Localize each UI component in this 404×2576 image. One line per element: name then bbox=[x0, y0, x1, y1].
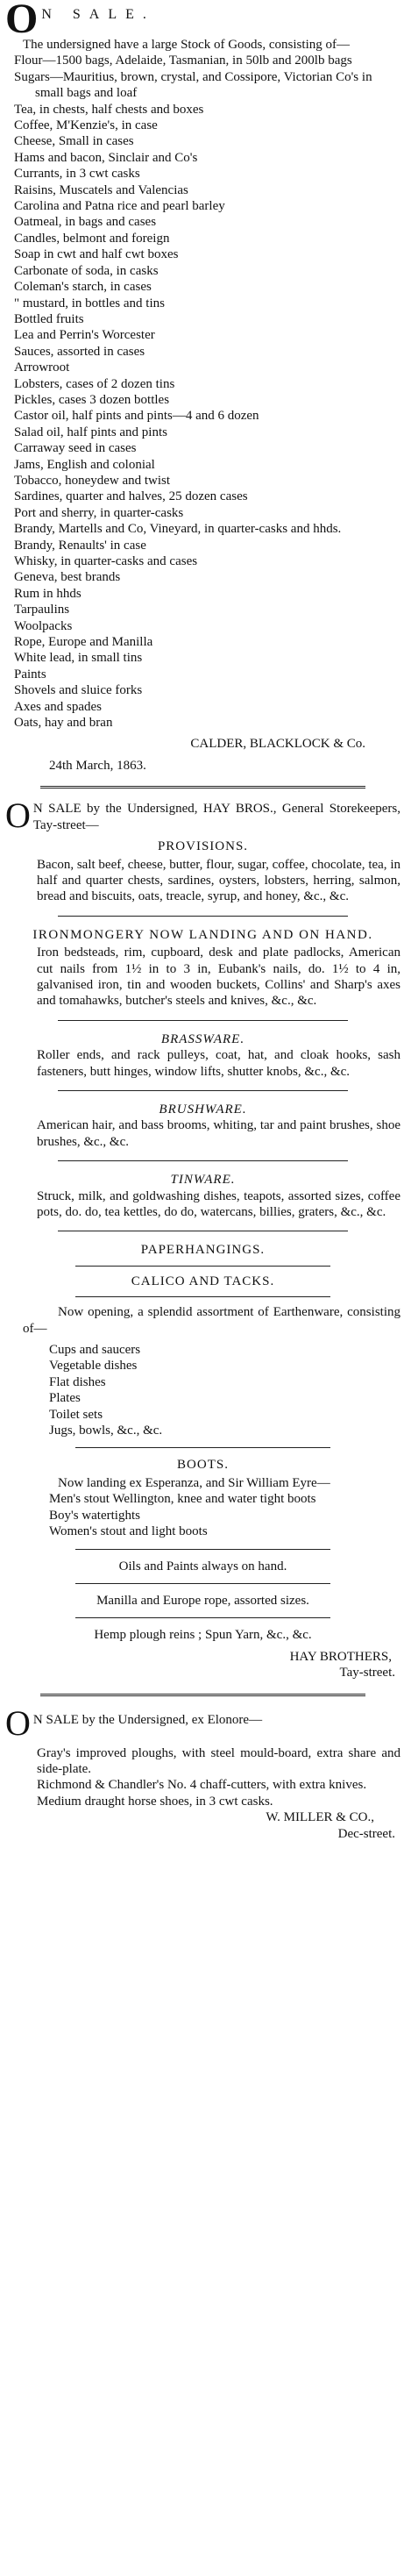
list-item: Raisins, Muscatels and Valencias bbox=[14, 182, 188, 197]
ad-date: Dec-street. bbox=[337, 1826, 395, 1841]
divider bbox=[40, 1694, 365, 1696]
list-item: Tobacco, honeydew and twist bbox=[14, 473, 171, 488]
boots-list bbox=[5, 1491, 400, 1539]
divider bbox=[75, 1583, 330, 1584]
list-item: Cups and saucers bbox=[49, 1343, 141, 1358]
divider bbox=[75, 1447, 330, 1448]
ad-signoff: HAY BROTHERS, bbox=[289, 1649, 392, 1664]
advertisement-w-miller bbox=[5, 1702, 400, 1842]
ad-signoff: CALDER, BLACKLOCK & Co. bbox=[190, 737, 365, 752]
earthenware-list bbox=[5, 1342, 400, 1438]
list-item: Men's stout Wellington, knee and water tight boots bbox=[49, 1492, 316, 1507]
boots-intro: Now landing ex Esperanza, and Sir William Eyre— bbox=[58, 1475, 330, 1490]
list-item: Lobsters, cases of 2 dozen tins bbox=[14, 376, 175, 391]
list-item: Carolina and Patna rice and pearl barley bbox=[14, 199, 225, 214]
list-item: Oatmeal, in bags and cases bbox=[14, 215, 157, 230]
list-item: Sauces, assorted in cases bbox=[14, 344, 145, 359]
hemp-line: Hemp plough reins ; Spun Yarn, &c., &c. bbox=[94, 1628, 312, 1643]
list-item: Flour—1500 bags, Adelaide, Tasmanian, in 50lb and 200lb bags bbox=[14, 54, 352, 68]
list-item: Toilet sets bbox=[49, 1407, 103, 1422]
ad-intro: N SALE by the Undersigned, HAY BROS., General Storekeepers, Tay-street— bbox=[32, 802, 400, 832]
dropcap: O bbox=[5, 1702, 31, 1743]
list-item: Coffee, M'Kenzie's, in case bbox=[14, 118, 158, 133]
dropcap: O bbox=[5, 796, 31, 836]
list-item: Hams and bacon, Sinclair and Co's bbox=[14, 150, 198, 165]
list-item: Plates bbox=[49, 1391, 81, 1406]
list-item: Shovels and sluice forks bbox=[14, 683, 143, 698]
list-item: White lead, in small tins bbox=[14, 651, 143, 666]
list-item: Oats, hay and bran bbox=[14, 716, 113, 731]
list-item: Vegetable dishes bbox=[49, 1359, 138, 1374]
list-item: Sugars—Mauritius, brown, crystal, and Cossipore, Victorian Co's in small bags and loaf bbox=[14, 69, 372, 101]
section-heading-boots: BOOTS. bbox=[177, 1458, 229, 1473]
tinware-text: Struck, milk, and goldwashing dishes, teapots, assorted sizes, coffee pots, do. do, tea kettles, do do, watercans, billies, graters, &c., &c. bbox=[37, 1188, 400, 1219]
miller-item-ploughs: Gray's improved ploughs, with steel mould-board, extra share and side-plate. bbox=[37, 1745, 400, 1776]
list-item: Jugs, bowls, &c., &c. bbox=[49, 1424, 163, 1438]
list-item: Bottled fruits bbox=[14, 311, 84, 326]
ad-title: N SALE. bbox=[41, 7, 155, 22]
list-item: Flat dishes bbox=[49, 1374, 106, 1389]
list-item: Candles, belmont and foreign bbox=[14, 231, 170, 246]
list-item: Soap in cwt and half cwt boxes bbox=[14, 247, 179, 262]
miller-item-chaff-cutters: Richmond & Chandler's No. 4 chaff-cutters, with extra knives. bbox=[37, 1778, 367, 1793]
list-item: Pickles, cases 3 dozen bottles bbox=[14, 392, 170, 407]
list-item: " mustard, in bottles and tins bbox=[14, 296, 165, 310]
list-item: Coleman's starch, in cases bbox=[14, 280, 152, 295]
divider bbox=[58, 1160, 348, 1161]
list-item: Brandy, Renaults' in case bbox=[14, 538, 146, 553]
section-heading-brushware: BRUSHWARE. bbox=[159, 1102, 247, 1117]
brushware-text: American hair, and bass brooms, whiting, tar and paint brushes, shoe brushes, &c., &c. bbox=[37, 1118, 400, 1149]
divider bbox=[75, 1617, 330, 1618]
list-item: Women's stout and light boots bbox=[49, 1524, 208, 1539]
section-heading-paperhangings: PAPERHANGINGS. bbox=[140, 1243, 266, 1258]
list-item: Axes and spades bbox=[14, 699, 102, 714]
list-item: Geneva, best brands bbox=[14, 570, 121, 585]
list-item: Salad oil, half pints and pints bbox=[14, 425, 167, 439]
divider bbox=[75, 1549, 330, 1550]
advertisement-calder-blacklock bbox=[5, 0, 400, 774]
brassware-text: Roller ends, and rack pulleys, coat, hat, and cloak hooks, sash fasteners, butt hinges, window lifts, shutter knobs, &c., &c. bbox=[37, 1048, 400, 1079]
list-item: Carbonate of soda, in casks bbox=[14, 263, 159, 278]
ad-date: 24th March, 1863. bbox=[49, 758, 146, 773]
ad-signoff: W. MILLER & CO., bbox=[266, 1810, 374, 1825]
list-item: Port and sherry, in quarter-casks bbox=[14, 505, 184, 520]
section-heading-brassware: BRASSWARE. bbox=[160, 1031, 245, 1046]
list-item: Castor oil, half pints and pints—4 and 6 dozen bbox=[14, 409, 259, 424]
advertisement-hay-bros bbox=[5, 796, 400, 1680]
list-item: Boy's watertights bbox=[49, 1508, 140, 1523]
list-item: Rope, Europe and Manilla bbox=[14, 635, 153, 650]
dropcap: O bbox=[5, 0, 39, 42]
ad-street: Tay-street. bbox=[339, 1666, 395, 1680]
section-heading-ironmongery: IRONMONGERY NOW LANDING AND ON HAND. bbox=[32, 927, 373, 942]
list-item: Sardines, quarter and halves, 25 dozen cases bbox=[14, 489, 248, 504]
section-heading-calico: CALICO AND TACKS. bbox=[131, 1274, 275, 1288]
divider bbox=[75, 1296, 330, 1297]
list-item: Tarpaulins bbox=[14, 603, 70, 617]
oils-line: Oils and Paints always on hand. bbox=[118, 1559, 287, 1573]
list-item: Whisky, in quarter-casks and cases bbox=[14, 554, 198, 568]
section-heading-tinware: TINWARE. bbox=[170, 1173, 236, 1188]
manilla-line: Manilla and Europe rope, assorted sizes. bbox=[96, 1593, 309, 1608]
goods-list bbox=[5, 53, 400, 731]
divider bbox=[58, 916, 348, 917]
miller-item-horse-shoes: Medium draught horse shoes, in 3 cwt casks. bbox=[37, 1794, 273, 1809]
list-item: Lea and Perrin's Worcester bbox=[14, 328, 155, 343]
divider bbox=[58, 1020, 348, 1021]
list-item: Arrowroot bbox=[14, 360, 70, 375]
list-item: Woolpacks bbox=[14, 618, 73, 633]
divider bbox=[40, 786, 365, 788]
earthenware-intro: Now opening, a splendid assortment of Earthenware, consisting of— bbox=[23, 1305, 400, 1336]
ironmongery-text: Iron bedsteads, rim, cupboard, desk and plate padlocks, American cut nails from 1½ in to 3 in, Eubank's nails, do. 1½ to 4 in, galvanised iron, tin and wooden buckets, Collins' and Sharp's axes and tomahawks, butcher's steels and knives, &c., &c. bbox=[37, 945, 400, 1009]
list-item: Paints bbox=[14, 667, 46, 681]
list-item: Tea, in chests, half chests and boxes bbox=[14, 102, 204, 117]
ad-intro: N SALE by the Undersigned, ex Elonore— bbox=[32, 1712, 263, 1727]
divider bbox=[75, 1266, 330, 1267]
list-item: Brandy, Martells and Co, Vineyard, in quarter-casks and hhds. bbox=[14, 522, 342, 537]
list-item: Rum in hhds bbox=[14, 586, 82, 601]
list-item: Jams, English and colonial bbox=[14, 457, 155, 472]
ad-intro: The undersigned have a large Stock of Goods, consisting of— bbox=[23, 38, 350, 52]
provisions-text: Bacon, salt beef, cheese, butter, flour, sugar, coffee, chocolate, tea, in half and quarter chests, sardines, oysters, lobsters, herring, salmon, bread and biscuits, oats, treacle, syrup, and honey, &c., &c. bbox=[37, 857, 400, 904]
divider bbox=[58, 1090, 348, 1091]
list-item: Currants, in 3 cwt casks bbox=[14, 167, 140, 182]
list-item: Cheese, Small in cases bbox=[14, 134, 134, 149]
section-heading-provisions: PROVISIONS. bbox=[157, 839, 249, 854]
list-item: Carraway seed in cases bbox=[14, 441, 137, 456]
